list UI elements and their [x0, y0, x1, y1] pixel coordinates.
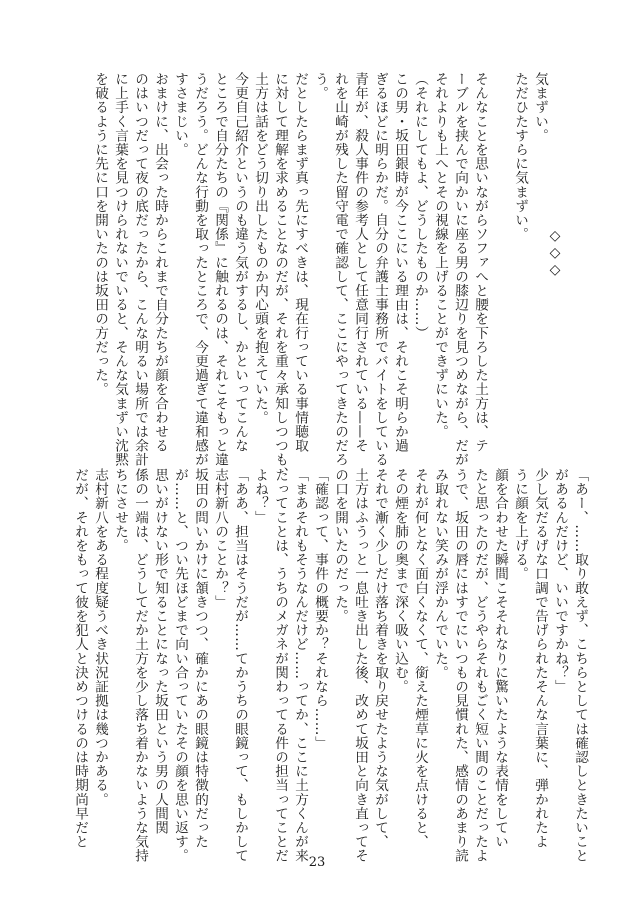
- text-column: のはいつだって夜の底だったから、こんな明るい場所では余計: [132, 72, 148, 467]
- text-column: [570, 72, 590, 382]
- text-column: に上手く言葉を見つけられないでいると、そんな気まずい沈黙: [112, 72, 128, 467]
- text-column: 「まあそれもそうなんだけど……ってか、ここに土方くんが来: [292, 468, 308, 863]
- text-column: の口を開いたのだった。: [332, 468, 348, 624]
- text-column: ちにさせた。: [112, 468, 128, 553]
- text-column: それよりも上へとその視線を上げることができずにいた。: [432, 72, 448, 439]
- text-column: うに顔を上げる。: [512, 468, 528, 581]
- text-column: おまけに、出会った時からこれまで自分たちが顔を合わせる: [152, 72, 168, 453]
- text-column: よね？」: [252, 468, 268, 525]
- text-column: （それにしてもよ、どうしたものか……）: [412, 72, 428, 340]
- text-column: 土方は話をどう切り出したものか内心頭を抱えていた。: [252, 72, 268, 425]
- text-column: 「ああ、担当はそうだが……てかうちの眼鏡って、もしかして: [232, 468, 248, 863]
- page-number: 23: [308, 855, 326, 870]
- text-column: があるんだけど、いいですかね？」: [552, 468, 568, 694]
- text-column: 少し気だるげな口調で告げられたそんな言葉に、弾かれたよ: [532, 468, 548, 849]
- text-column: 気まずい。: [532, 72, 548, 143]
- text-column: たってことは、うちのメガネが関わってる件の担当ってことだ: [272, 468, 288, 863]
- text-column: 係の一端は、どうしてだか土方を少し落ち着かないような気持: [132, 468, 148, 863]
- text-column: 思いがけない形で知ることになった坂田という男の人間関: [152, 468, 168, 835]
- text-block-top: [90, 72, 590, 481]
- text-column: 志村新八のことか？」: [212, 468, 228, 609]
- text-column: れを山崎が残した留守電で確認して、ここにやってきたのだろ: [332, 72, 348, 467]
- text-column: たと思ったのだが、どうやらそれもごく短い間のことだったよ: [472, 468, 488, 863]
- scene-break-marker: ◇◇◇: [547, 228, 563, 279]
- text-column: それが何となく面白くなくて、銜えた煙草に火を点けると、: [412, 468, 428, 849]
- text-column: が……と、つい先ほどまで向い合っていたその顔を思い返す。: [172, 468, 188, 863]
- text-column: を破るように先に口を開いたのは坂田の方だった。: [92, 72, 108, 397]
- text-column: に対して理解を求めることなのだが、それを重々承知しつつも、: [272, 72, 288, 481]
- text-column: 今更自己紹介というのも違う気がするし、かといってこんな: [232, 72, 248, 453]
- text-column: そんなことを思いながらソファへと腰を下ろした土方は、テ: [472, 72, 488, 453]
- text-column: 坂田の問いかけに頷きつつ、確かにあの眼鏡は特徴的だった: [192, 468, 208, 849]
- text-column: み取れない笑みが浮かんでいた。: [432, 468, 448, 680]
- text-column: [550, 72, 570, 382]
- text-column: その煙を肺の奥まで深く吸い込む。: [392, 468, 408, 694]
- text-column: だが、それをもって彼を犯人と決めつけるのは時期尚早だと: [72, 468, 88, 849]
- text-column: ぎるほどに明らかだ。自分の弁護士事務所でバイトをしている: [372, 72, 388, 467]
- text-column: だとしたらまず真っ先にすべきは、現在行っている事情聴取: [292, 72, 308, 453]
- text-column: うで、坂田の唇にはすでにいつもの見慣れた、感情のあまり読: [452, 468, 468, 863]
- text-column: う。: [312, 72, 328, 101]
- text-column: それで漸く少しだけ落ち着きを取り戻せたような気がして、: [372, 468, 388, 849]
- text-column: [490, 72, 510, 382]
- text-column: 青年が、殺人事件の参考人として任意同行されている——そ: [352, 72, 368, 453]
- text-column: ところで自分たちの『関係』に触れるのは、それこそもっと違: [212, 72, 228, 467]
- text-column: ただひたすらに気まずい。: [512, 72, 528, 242]
- text-column: 「あー、……取り敢えず、こちらとしては確認しときたいこと: [572, 468, 588, 863]
- text-column: うだろう。どんな行動を取ったところで、今更過ぎて違和感が: [192, 72, 208, 467]
- text-column: この男・坂田銀時が今ここにいる理由は、それこそ明らか過: [392, 72, 408, 453]
- text-column: 志村新八をある程度疑うべき状況証拠は幾つかある。: [92, 468, 108, 807]
- text-column: 「確認って、事件の概要か？それなら……」: [312, 468, 328, 750]
- text-column: 土方はふうっと一息吐き出した後、改めて坂田と向き直ってそ: [352, 468, 368, 863]
- text-column: ーブルを挟んで向かいに座る男の膝辺りを見つめながら、だが: [452, 72, 468, 467]
- text-column: 顔を合わせた瞬間こそそれなりに驚いたような表情をしてい: [492, 468, 508, 849]
- text-column: すさまじい。: [172, 72, 188, 157]
